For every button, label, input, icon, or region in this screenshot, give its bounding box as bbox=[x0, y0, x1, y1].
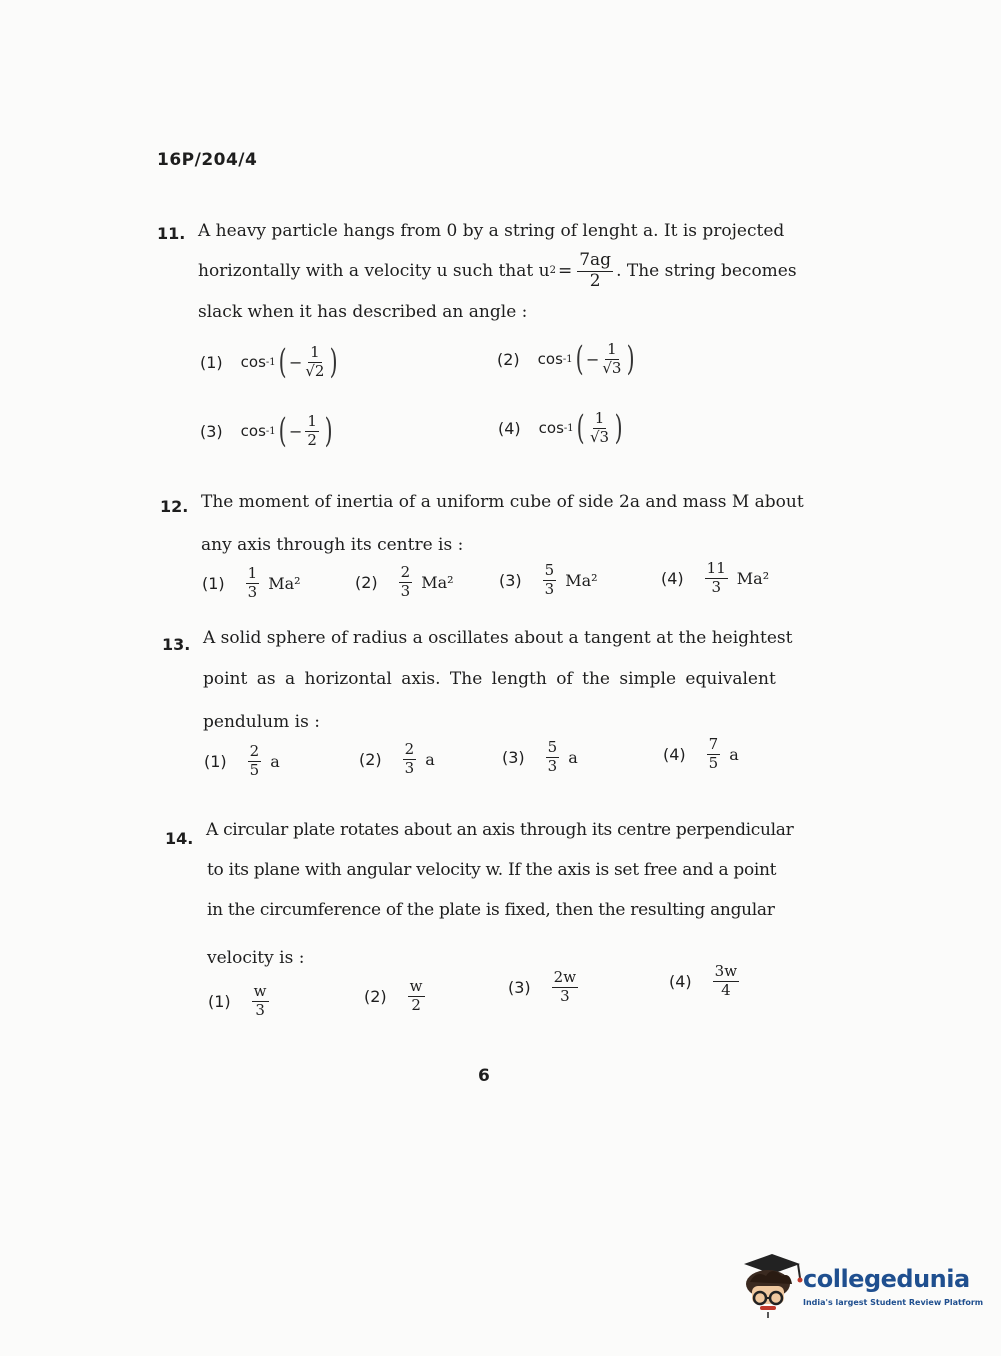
option-label: (1) bbox=[202, 573, 225, 593]
q13-line-2: point as a horizontal axis. The length of the simple equivalent bbox=[203, 669, 776, 689]
frac-den: 3 bbox=[711, 577, 721, 596]
right-paren: ) bbox=[330, 342, 339, 383]
left-paren: ( bbox=[278, 342, 287, 383]
frac-num: 5 bbox=[544, 561, 555, 579]
option-label: (2) bbox=[497, 349, 520, 369]
frac-den: 4 bbox=[721, 980, 731, 999]
option-suffix: a bbox=[425, 749, 435, 769]
option-fraction bbox=[399, 565, 413, 600]
q14-line-2: to its plane with angular velocity w. If the axis is set free and a point bbox=[207, 860, 777, 880]
frac-num: 2 bbox=[404, 740, 415, 758]
frac-num: 3w bbox=[714, 962, 738, 980]
sign: − bbox=[288, 421, 303, 441]
frac-num: 2w bbox=[553, 968, 577, 986]
sign: − bbox=[288, 352, 303, 372]
option-suffix: Ma² bbox=[268, 573, 301, 593]
watermark-tagline: India's largest Student Review Platform bbox=[803, 1298, 984, 1307]
sign: − bbox=[585, 349, 600, 369]
q13-option-1[interactable] bbox=[204, 744, 280, 779]
q12-line-1: The moment of inertia of a uniform cube of side 2a and mass M about bbox=[201, 492, 804, 512]
frac-num: 1 bbox=[310, 343, 320, 361]
frac-den: 2 bbox=[411, 995, 421, 1014]
frac-den: √2 bbox=[305, 361, 325, 380]
frac-den: 5 bbox=[708, 753, 719, 772]
cos-function: cos bbox=[538, 419, 564, 438]
cos-function: cos bbox=[537, 350, 563, 369]
option-label: (2) bbox=[364, 986, 387, 1006]
q14-option-2[interactable] bbox=[364, 979, 428, 1014]
frac-num: 11 bbox=[706, 559, 726, 577]
q11-line-1: A heavy particle hangs from 0 by a string of lenght a. It is projected bbox=[198, 221, 785, 241]
option-label: (3) bbox=[499, 570, 522, 590]
option-fraction bbox=[403, 742, 417, 777]
q11-option-3[interactable] bbox=[200, 411, 335, 452]
option-label: (3) bbox=[508, 977, 531, 997]
option-fraction bbox=[305, 414, 319, 449]
option-suffix: Ma² bbox=[565, 570, 598, 590]
paper-code: 16P/204/4 bbox=[157, 150, 258, 170]
frac-den: 3 bbox=[547, 756, 558, 775]
frac-num: 7 bbox=[708, 735, 719, 753]
q12-option-1[interactable] bbox=[202, 566, 301, 601]
option-label: (4) bbox=[669, 971, 692, 991]
page-number: 6 bbox=[478, 1066, 490, 1086]
q14-line-1: A circular plate rotates about an axis through its centre perpendicular bbox=[206, 820, 794, 840]
question-number-11: 11. bbox=[157, 224, 186, 243]
frac-num: 1 bbox=[594, 409, 605, 427]
option-label: (2) bbox=[355, 572, 378, 592]
left-paren: ( bbox=[278, 411, 287, 452]
q11-option-1[interactable] bbox=[200, 342, 341, 383]
frac-den: √3 bbox=[602, 358, 622, 377]
q11-line-3: slack when it has described an angle : bbox=[198, 302, 528, 322]
q14-option-4[interactable] bbox=[669, 964, 742, 999]
frac-den: 2 bbox=[307, 430, 317, 449]
frac-den: 3 bbox=[247, 582, 258, 601]
right-paren: ) bbox=[324, 411, 333, 452]
cos-function: cos bbox=[240, 422, 266, 441]
question-number-13: 13. bbox=[162, 635, 191, 654]
option-fraction bbox=[705, 561, 728, 596]
frac-num: 2 bbox=[249, 742, 260, 760]
option-label: (2) bbox=[359, 749, 382, 769]
question-number-14: 14. bbox=[165, 829, 194, 848]
q13-option-4[interactable] bbox=[663, 737, 739, 772]
q12-option-3[interactable] bbox=[499, 563, 598, 598]
q13-option-2[interactable] bbox=[359, 742, 435, 777]
option-label: (3) bbox=[200, 421, 223, 441]
frac-num: w bbox=[253, 982, 267, 1000]
option-label: (4) bbox=[661, 568, 684, 588]
frac-den: 3 bbox=[544, 579, 555, 598]
q13-option-3[interactable] bbox=[502, 740, 578, 775]
q11-option-4[interactable] bbox=[498, 408, 625, 449]
option-fraction bbox=[713, 964, 739, 999]
option-fraction bbox=[552, 970, 578, 1005]
option-label: (1) bbox=[204, 751, 227, 771]
option-suffix: a bbox=[270, 751, 280, 771]
q11-line-2-sup: 2 bbox=[549, 265, 556, 277]
option-fraction bbox=[590, 411, 609, 446]
option-fraction bbox=[305, 345, 324, 380]
option-fraction bbox=[252, 984, 269, 1019]
option-suffix: Ma² bbox=[421, 572, 454, 592]
option-suffix: a bbox=[729, 744, 739, 764]
q11-line-2 bbox=[198, 252, 797, 291]
q11-equals: = bbox=[557, 260, 573, 281]
question-number-12: 12. bbox=[160, 497, 189, 516]
q11-frac-den: 2 bbox=[589, 270, 601, 291]
frac-num: 2 bbox=[400, 563, 411, 581]
option-fraction bbox=[246, 566, 260, 601]
option-fraction bbox=[707, 737, 721, 772]
frac-num: 1 bbox=[607, 340, 617, 358]
q11-fraction bbox=[577, 252, 613, 291]
inverse-sup: -1 bbox=[265, 356, 276, 368]
frac-num: w bbox=[409, 977, 423, 995]
watermark-brand: collegedunia bbox=[803, 1265, 970, 1293]
frac-den: 3 bbox=[560, 986, 570, 1005]
option-fraction bbox=[408, 979, 425, 1014]
collegedunia-mascot-icon bbox=[742, 1252, 804, 1318]
right-paren: ) bbox=[614, 408, 623, 449]
option-suffix: Ma² bbox=[736, 568, 770, 588]
option-label: (1) bbox=[200, 352, 223, 372]
q12-option-4[interactable] bbox=[661, 561, 769, 596]
frac-num: 1 bbox=[307, 412, 317, 430]
frac-num: 1 bbox=[247, 564, 258, 582]
option-label: (3) bbox=[502, 747, 525, 767]
q12-option-2[interactable] bbox=[355, 565, 454, 600]
q14-option-1[interactable] bbox=[208, 984, 272, 1019]
frac-den: 3 bbox=[400, 581, 411, 600]
frac-den: 3 bbox=[404, 758, 415, 777]
option-fraction bbox=[602, 342, 621, 377]
q13-line-3: pendulum is : bbox=[203, 712, 320, 732]
option-label: (1) bbox=[208, 991, 231, 1011]
inverse-sup: -1 bbox=[562, 353, 573, 365]
left-paren: ( bbox=[576, 408, 585, 449]
frac-num: 5 bbox=[547, 738, 558, 756]
frac-den: √3 bbox=[589, 427, 610, 446]
inverse-sup: -1 bbox=[265, 425, 276, 437]
q11-option-2[interactable] bbox=[497, 339, 638, 380]
option-fraction bbox=[248, 744, 262, 779]
q14-line-3: in the circumference of the plate is fixed, then the resulting angular bbox=[207, 900, 775, 920]
q13-line-1: A solid sphere of radius a oscillates about a tangent at the heightest bbox=[203, 628, 793, 648]
option-suffix: a bbox=[568, 747, 578, 767]
q14-line-4: velocity is : bbox=[207, 948, 305, 968]
option-label: (4) bbox=[498, 418, 521, 438]
right-paren: ) bbox=[627, 339, 636, 380]
q11-line-2-pre: horizontally with a velocity u such that u bbox=[198, 260, 550, 281]
frac-den: 3 bbox=[255, 1000, 265, 1019]
frac-den: 5 bbox=[249, 760, 260, 779]
q11-line-2-post: . The string becomes bbox=[616, 260, 797, 281]
left-paren: ( bbox=[575, 339, 584, 380]
cos-function: cos bbox=[240, 353, 266, 372]
inverse-sup: -1 bbox=[563, 422, 574, 434]
option-fraction bbox=[546, 740, 560, 775]
q14-option-3[interactable] bbox=[508, 970, 581, 1005]
option-fraction bbox=[543, 563, 557, 598]
option-label: (4) bbox=[663, 744, 686, 764]
q11-frac-num: 7ag bbox=[579, 250, 612, 270]
q12-line-2: any axis through its centre is : bbox=[201, 535, 464, 555]
